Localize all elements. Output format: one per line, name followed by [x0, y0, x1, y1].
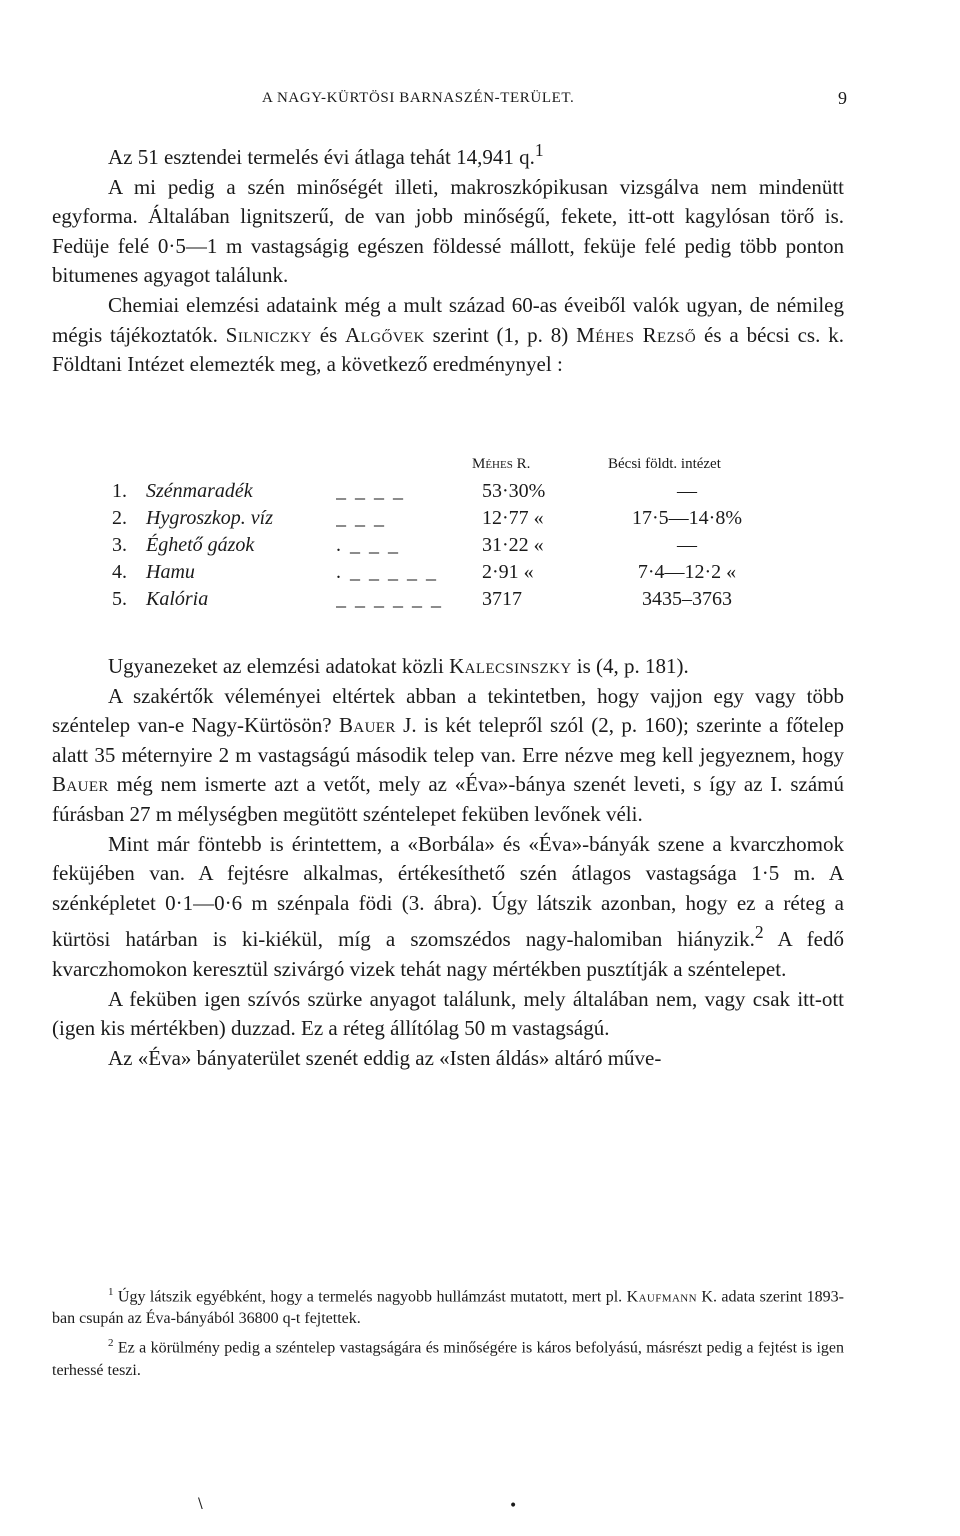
paragraph — [52, 173, 844, 291]
text-run: Az «Éva» bányaterület szenét eddig az «Isten áldás» altáró műve- — [108, 1045, 662, 1070]
author-name: Bauer — [338, 713, 396, 738]
table-row — [52, 534, 844, 561]
text-run: és — [311, 322, 346, 347]
value-mehes: 2·91 « — [482, 561, 534, 583]
text-run: még nem ismerte azt a vetőt, mely az «Éva»-bánya szenét leveti, s így az I. számú fúrásban 27 m mélységben megütött széntelepet feküben levőnek véli. — [52, 772, 844, 826]
table-row — [52, 561, 844, 588]
row-number: 4. — [112, 561, 127, 583]
author-name: Bauer — [52, 772, 109, 797]
row-label: Kalória — [146, 588, 209, 610]
page-number: 9 — [838, 88, 848, 108]
paragraph — [52, 985, 844, 1044]
table-header-row — [52, 450, 844, 480]
footnote-marker: 2 — [108, 1337, 114, 1350]
text-run: A mi pedig a szén minőségét illeti, makroszkópikusan vizsgálva nem mindenütt egyforma. Általában lignitszerű, de van jobb minőségű, fekete, itt-ott kagylósan törő is. Fedüje felé 0·5—1 m vastagságig egészen földessé mállott, feküje felé pedig több ponton bitumenes agyagot találunk. — [52, 174, 844, 288]
footnotes — [52, 1281, 844, 1382]
value-becsi: — — [677, 480, 697, 502]
chemical-analysis-table — [52, 450, 844, 615]
text-run: szerint (1, p. 8) — [424, 322, 577, 347]
author-name: Algővek — [345, 322, 425, 347]
column-header-mehes: Méhes R. — [472, 456, 531, 472]
value-becsi: 17·5—14·8% — [632, 507, 742, 529]
table-row — [52, 507, 844, 534]
value-becsi: — — [677, 534, 697, 556]
paragraph — [52, 1044, 844, 1074]
leader-dots: _ _ _ _ _ _ — [336, 588, 443, 610]
text-run: Mint már föntebb is érintettem, a «Borbála» és «Éva»-bányák szene a kvarczhomok feküjében van. A fejtésre alkalmas, értékesíthető szén átlagos vastagsága 1·5 m. A szénképletet 0·1—0·6 m szénpala födi (3. ábra). Úgy látszik azonban, hogy ez a réteg a kürtösi határban is ki-kiékül, míg a szomszédos nagy-halomiban hiányzik. — [52, 831, 844, 952]
row-label: Hamu — [146, 561, 195, 583]
paragraph — [52, 682, 844, 830]
text-run: K. adata szerint 1893-ban csupán az Éva-bányából 36800 q-t fejtettek. — [52, 1288, 845, 1328]
row-number: 3. — [112, 534, 127, 556]
text-run: Ez a körülmény pedig a széntelep vastagságára és minőségére is káros befolyású, másrészt pedig a fejtést is igen terhessé teszi. — [52, 1339, 844, 1379]
paragraph — [52, 136, 844, 173]
running-title: A NAGY-KÜRTÖSI BARNASZÉN-TERÜLET. — [262, 90, 575, 106]
body-text-bottom — [52, 652, 844, 1073]
row-label: Hygroszkop. víz — [146, 507, 274, 529]
value-mehes: 31·22 « — [482, 534, 544, 556]
footnote-marker: 1 — [108, 1286, 114, 1298]
text-run: A feküben igen szívós szürke anyagot találunk, mely általában nem, vagy csak itt-ott (igen kis mértékben) duzzad. Ez a réteg állítólag 50 m vastagságú. — [52, 986, 844, 1041]
column-header-becsi: Bécsi földt. intézet — [608, 456, 721, 472]
row-label: Szénmaradék — [146, 480, 253, 502]
footnote — [52, 1332, 844, 1381]
text-run: A szakértők véleményei eltértek abban a tekintetben, hogy vajjon egy vagy több széntelep van-e Nagy-Kürtösön? — [52, 683, 844, 738]
value-mehes: 12·77 « — [482, 507, 544, 529]
value-mehes: 53·30% — [482, 480, 546, 502]
leader-dots: . _ _ _ — [336, 534, 400, 556]
table-row — [52, 480, 844, 507]
value-becsi: 3435–3763 — [642, 588, 732, 610]
row-label: Éghető gázok — [146, 534, 255, 556]
paragraph — [52, 291, 844, 380]
body-text-top — [52, 136, 844, 380]
row-number: 2. — [112, 507, 127, 529]
footnote-ref: 1 — [534, 140, 544, 160]
text-run: J. is két telepről szól (2, p. 160); szerinte a főtelep alatt 35 méternyire 2 m vastagságú második telep van. Erre nézve meg kell jegyeznem, hogy — [52, 713, 844, 767]
author-name: Kalecsinszky — [449, 654, 572, 678]
table-rows — [52, 480, 844, 615]
stray-mark-backslash: \ — [198, 1496, 203, 1512]
value-becsi: 7·4—12·2 « — [637, 561, 737, 583]
paragraph — [52, 652, 844, 682]
value-mehes: 3717 — [482, 588, 522, 610]
author-name: Kaufmann — [626, 1288, 697, 1306]
leader-dots: _ _ _ — [336, 507, 386, 529]
text-run: és a bécsi cs. k. Földtani Intézet elemezték meg, a következő eredménynyel : — [52, 322, 844, 377]
stray-mark-dot: • — [509, 1498, 518, 1514]
row-number: 5. — [112, 588, 127, 610]
row-number: 1. — [112, 480, 127, 502]
author-name: Méhes Rezső — [576, 322, 697, 347]
text-run: Ugyanezeket az elemzési adatokat közli — [108, 654, 450, 678]
text-run: Az 51 esztendei termelés évi átlaga tehát 14,941 q. — [108, 145, 535, 169]
author-name: Silniczky — [225, 322, 312, 347]
footnote-ref: 2 — [754, 922, 764, 943]
running-head — [0, 88, 960, 112]
footnote — [52, 1281, 844, 1330]
table-row — [52, 588, 844, 615]
leader-dots: . _ _ _ _ _ — [336, 561, 438, 583]
text-run: is (4, p. 181). — [571, 654, 689, 678]
text-run: Úgy látszik egyébként, hogy a termelés nagyobb hullámzást mutatott, mert pl. — [113, 1288, 627, 1306]
text-run: A fedő kvarczhomokon keresztül szivárgó vizek tehát nagy mértékben pusztítják a széntelepet. — [52, 927, 844, 981]
leader-dots: _ _ _ _ — [336, 480, 405, 502]
text-run: Chemiai elemzési adataink még a mult század 60-as éveiből valók ugyan, de némileg mégis tájékoztatók. — [52, 292, 844, 347]
paragraph — [52, 830, 844, 985]
